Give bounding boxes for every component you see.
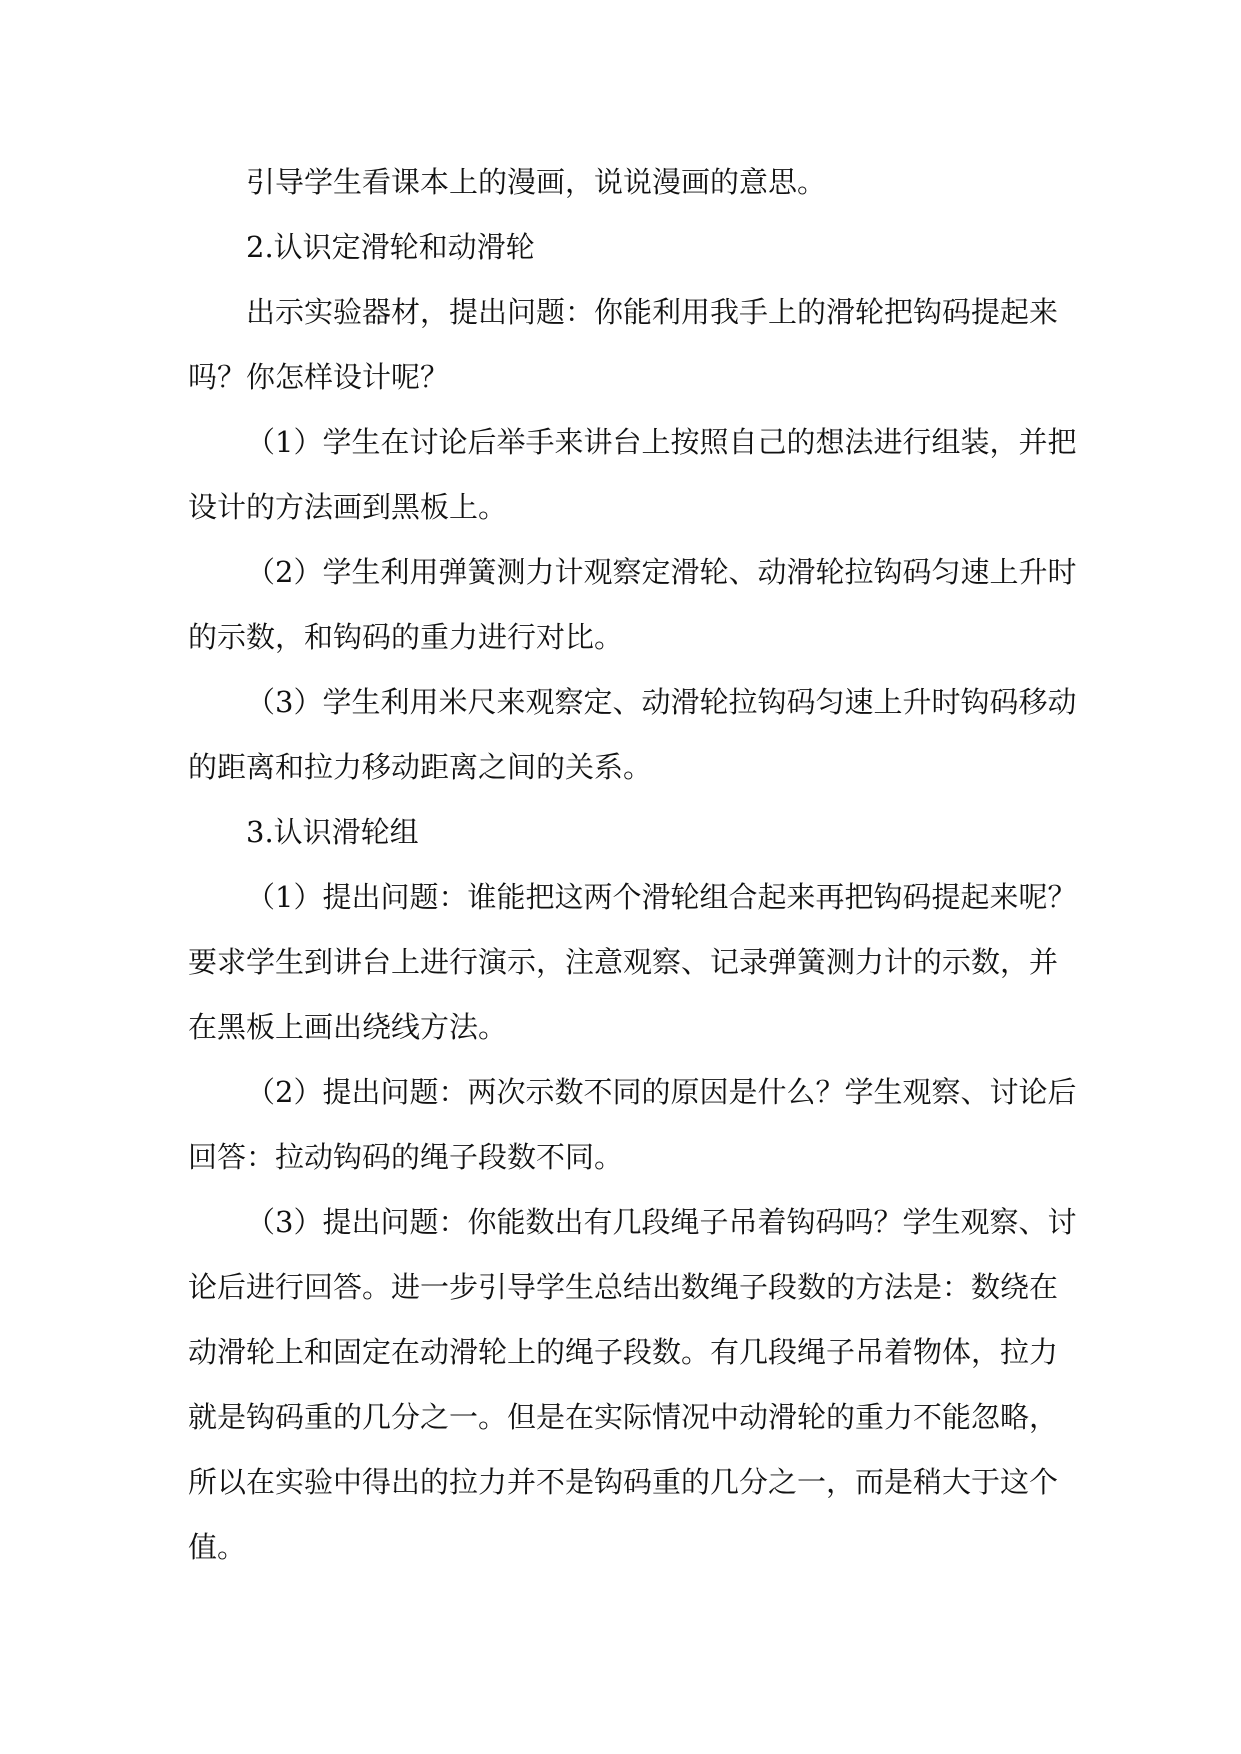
paragraph-line: 吗？你怎样设计呢？ — [188, 360, 450, 394]
paragraph-line: 出示实验器材，提出问题：你能利用我手上的滑轮把钩码提起来 — [246, 295, 1059, 329]
paragraph-line: （3）提出问题：你能数出有几段绳子吊着钩码吗？学生观察、讨 — [246, 1205, 1077, 1239]
paragraph-line: 所以在实验中得出的拉力并不是钩码重的几分之一，而是稍大于这个 — [188, 1465, 1059, 1499]
paragraph-line: （2）提出问题：两次示数不同的原因是什么？学生观察、讨论后 — [246, 1075, 1077, 1109]
paragraph-line: 在黑板上画出绕线方法。 — [188, 1010, 508, 1044]
paragraph-line: 引导学生看课本上的漫画，说说漫画的意思。 — [246, 165, 827, 199]
paragraph-line: （1）提出问题：谁能把这两个滑轮组合起来再把钩码提起来呢？ — [246, 880, 1077, 914]
paragraph-line: 论后进行回答。进一步引导学生总结出数绳子段数的方法是：数绕在 — [188, 1270, 1059, 1304]
paragraph-line: 设计的方法画到黑板上。 — [188, 490, 508, 524]
paragraph-line: 回答：拉动钩码的绳子段数不同。 — [188, 1140, 624, 1174]
section-heading: 2.认识定滑轮和动滑轮 — [246, 230, 535, 264]
paragraph-line: 值。 — [188, 1530, 247, 1564]
paragraph-line: 的距离和拉力移动距离之间的关系。 — [188, 750, 653, 784]
paragraph-line: 就是钩码重的几分之一。但是在实际情况中动滑轮的重力不能忽略， — [188, 1400, 1059, 1434]
paragraph-line: 动滑轮上和固定在动滑轮上的绳子段数。有几段绳子吊着物体，拉力 — [188, 1335, 1059, 1369]
section-heading: 3.认识滑轮组 — [246, 815, 419, 849]
paragraph-line: 要求学生到讲台上进行演示，注意观察、记录弹簧测力计的示数，并 — [188, 945, 1059, 979]
paragraph-line: （1）学生在讨论后举手来讲台上按照自己的想法进行组装，并把 — [246, 425, 1077, 459]
paragraph-line: （2）学生利用弹簧测力计观察定滑轮、动滑轮拉钩码匀速上升时 — [246, 555, 1077, 589]
paragraph-line: 的示数，和钩码的重力进行对比。 — [188, 620, 624, 654]
paragraph-line: （3）学生利用米尺来观察定、动滑轮拉钩码匀速上升时钩码移动 — [246, 685, 1077, 719]
